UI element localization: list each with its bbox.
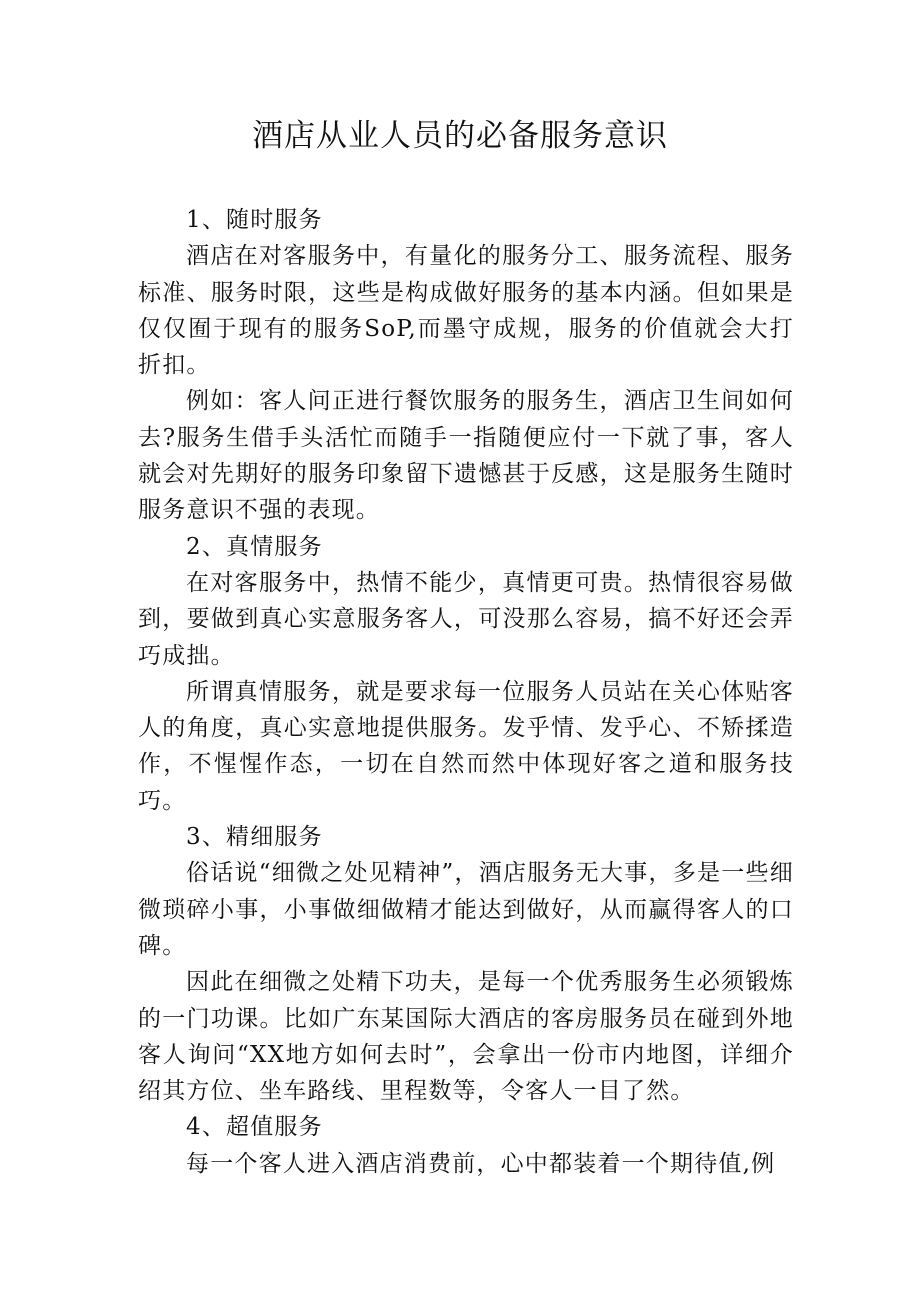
section-heading-1: 1、随时服务 bbox=[186, 207, 323, 233]
document-title: 酒店从业人员的必备服务意识 bbox=[252, 118, 668, 154]
section-heading-2: 2、真情服务 bbox=[186, 533, 323, 560]
paragraph: 例如：客人问正进行餐饮服务的服务生，酒店卫生间如何去?服务生借手头活忙而随手一指随便应付一下就了事，客人就会对先期好的服务印象留下遗憾甚于反感，这是服务生随时服务意识不强的表现。 bbox=[138, 388, 794, 524]
paragraph: 酒店在对客服务中，有量化的服务分工、服务流程、服务标准、服务时限，这些是构成做好服务的基本内涵。但如果是仅仅囿于现有的服务SoP,而墨守成规，服务的价值就会大打折扣。 bbox=[138, 243, 794, 379]
paragraph: 在对客服务中，热情不能少，真情更可贵。热情很容易做到，要做到真心实意服务客人，可没那么容易，搞不好还会弄巧成拙。 bbox=[138, 569, 794, 669]
paragraph: 所谓真情服务，就是要求每一位服务人员站在关心体贴客人的角度，真心实意地提供服务。发乎情、发乎心、不矫揉造作，不惺惺作态，一切在自然而然中体现好客之道和服务技巧。 bbox=[138, 678, 794, 814]
paragraph: 俗话说“细微之处见精神”，酒店服务无大事，多是一些细微琐碎小事，小事做细做精才能达到做好，从而赢得客人的口碑。 bbox=[138, 860, 794, 959]
paragraph: 因此在细微之处精下功夫，是每一个优秀服务生必须锻炼的一门功课。比如广东某国际大酒店的客房服务员在碰到外地客人询问“XX地方如何去时”，会拿出一份市内地图，详细介绍其方位、坐车路线、里程数等，令客人一目了然。 bbox=[138, 969, 794, 1105]
section-heading-4: 4、超值服务 bbox=[186, 1114, 323, 1141]
document-body bbox=[138, 202, 794, 1182]
section-heading-3: 3、精细服务 bbox=[186, 824, 323, 851]
paragraph: 每一个客人进入酒店消费前，心中都装着一个期待值,例 bbox=[186, 1150, 776, 1177]
